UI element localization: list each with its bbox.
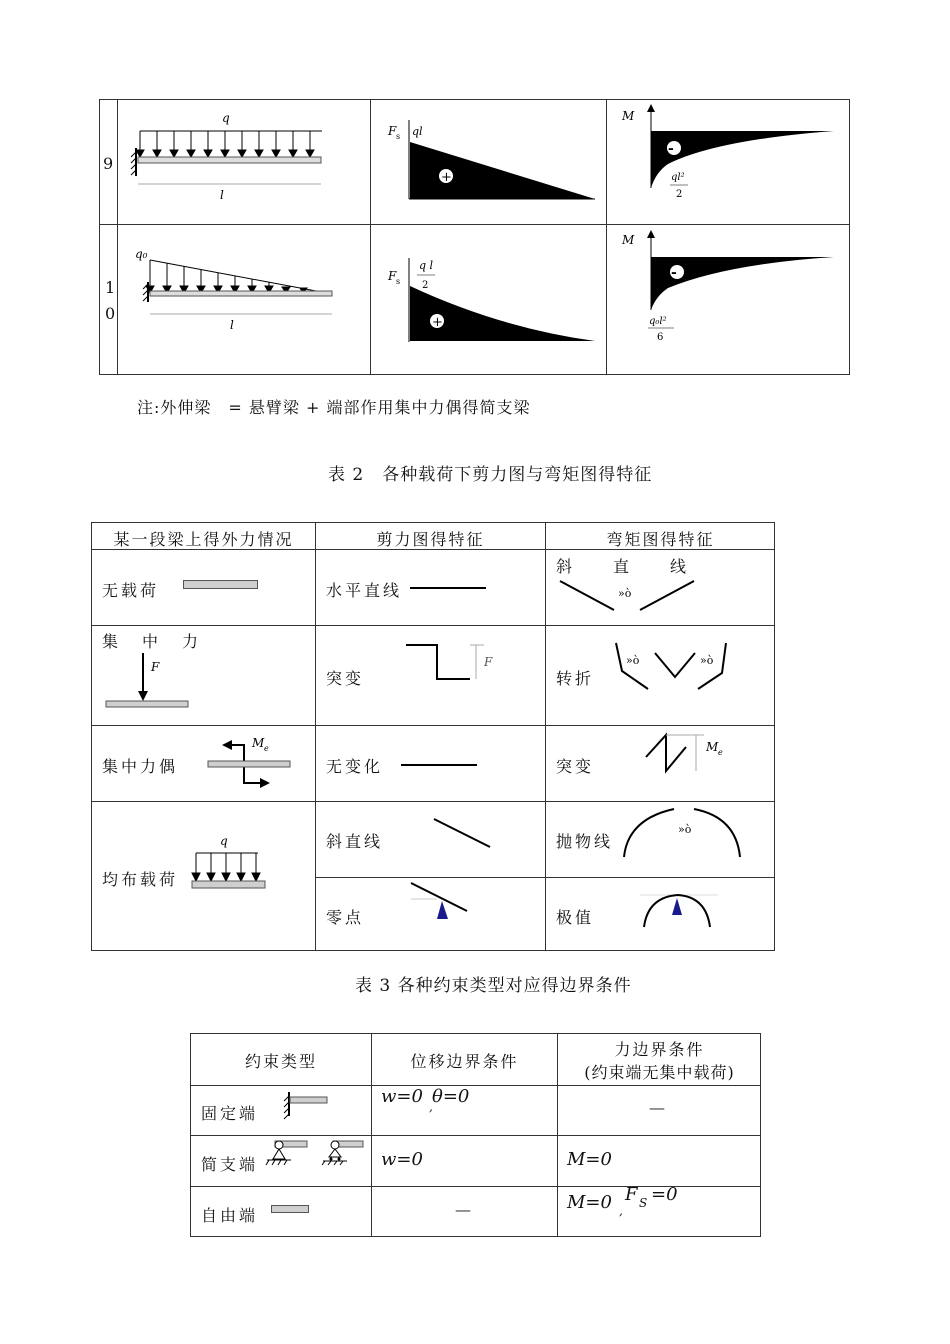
beam-icon [271, 1205, 309, 1213]
svg-text:s: s [396, 277, 401, 286]
shear-nochange-label: 无变化 [326, 757, 384, 776]
sloped-line-icon [430, 815, 500, 851]
free-force-fs-eq: =0 [651, 1184, 678, 1205]
moment-diagram [616, 102, 846, 220]
svg-text:-: - [671, 265, 677, 281]
svg-text:e: e [264, 744, 269, 753]
row-number-bottom: 0 [105, 304, 119, 323]
moment-jump-label: 突变 [556, 757, 595, 776]
parabola-icon [620, 805, 748, 861]
svg-text:»ò: »ò [700, 654, 714, 667]
load-point-label: 集 中 力 [102, 632, 203, 651]
svg-text:2: 2 [422, 280, 429, 291]
moment-jump-icon [642, 729, 742, 777]
table2-caption: 表 2 各种载荷下剪力图与弯矩图得特征 [328, 465, 653, 485]
free-force-fs: F [625, 1184, 638, 1205]
svg-text:6: 6 [657, 332, 664, 343]
span-label: l [220, 188, 224, 202]
svg-text:l: l [230, 318, 234, 332]
svg-text:q: q [220, 834, 228, 848]
svg-text:F: F [388, 124, 397, 138]
simple-disp: w=0 [381, 1149, 423, 1170]
svg-text:2: 2 [676, 189, 683, 200]
fixed-disp-w: w=0 [381, 1086, 423, 1107]
load-none-label: 无载荷 [102, 581, 160, 600]
shear-step-icon [404, 641, 504, 691]
header-displacement: 位移边界条件 [410, 1052, 519, 1071]
beam-icon [183, 580, 258, 589]
fixed-disp-comma: , [429, 1100, 433, 1114]
row-number-top: 1 [105, 278, 119, 297]
roller-support-icon [319, 1138, 365, 1166]
header-force-note: (约束端无集中载荷) [584, 1063, 735, 1082]
shear-horizontal-label: 水平直线 [326, 581, 403, 600]
svg-text:M: M [706, 740, 719, 754]
svg-text:M: M [252, 736, 265, 750]
shear-jump-label: 突变 [326, 669, 365, 688]
svg-text:ql: ql [412, 125, 423, 138]
kink-lines-icon [610, 639, 735, 694]
moment-sloped-label: 斜 直 线 [556, 557, 690, 576]
plus-sign: + [441, 170, 452, 185]
boundary-table [190, 1033, 761, 1237]
fixed-end-label: 固定端 [201, 1104, 259, 1123]
load-couple-label: 集中力偶 [102, 757, 179, 776]
free-disp-dash: — [455, 1200, 471, 1219]
svg-text:ql²: ql² [671, 172, 685, 183]
moment-diagram [616, 228, 846, 353]
moment-kink-label: 转折 [556, 669, 595, 688]
header-moment: 弯矩图得特征 [606, 530, 715, 549]
uniform-load-cantilever [130, 106, 360, 216]
svg-text:»ò: »ò [626, 654, 640, 667]
triangular-load-cantilever [130, 226, 360, 346]
header-constraint: 约束类型 [244, 1052, 317, 1071]
svg-text:e: e [718, 748, 723, 757]
svg-text:F: F [388, 269, 397, 283]
load-feature-table [91, 522, 775, 951]
simple-support-label: 简支端 [201, 1155, 259, 1174]
pin-support-icon [265, 1138, 311, 1166]
svg-text:q₀: q₀ [135, 247, 148, 261]
couple-icon [204, 731, 314, 791]
svg-text:M: M [622, 233, 635, 247]
beam-table [99, 99, 850, 375]
free-end-label: 自由端 [201, 1206, 259, 1225]
svg-text:M: M [622, 109, 635, 123]
free-force-fs-sub: S [639, 1196, 648, 1210]
header-load: 某一段梁上得外力情况 [113, 530, 294, 549]
free-force-m: M=0 [567, 1192, 612, 1213]
svg-text:+: + [432, 315, 443, 330]
svg-text:»ò: »ò [618, 587, 632, 600]
svg-text:s: s [396, 132, 401, 141]
table3-caption: 表 3 各种约束类型对应得边界条件 [355, 976, 632, 996]
load-uniform-label: 均布载荷 [102, 870, 179, 889]
extreme-icon [632, 883, 727, 933]
row-number: 9 [103, 154, 117, 173]
sloped-lines-icon [552, 573, 702, 618]
svg-text:F: F [484, 655, 493, 669]
moment-extreme-label: 极值 [556, 908, 595, 927]
zero-point-icon [407, 879, 487, 929]
moment-parabola-label: 抛物线 [556, 832, 614, 851]
svg-text:q₀l²: q₀l² [649, 316, 667, 327]
uniform-load-icon [188, 833, 278, 895]
fixed-support-icon [283, 1088, 331, 1122]
svg-text:q l: q l [419, 259, 434, 272]
horizontal-line-icon [401, 764, 477, 766]
simple-force: M=0 [567, 1149, 612, 1170]
free-force-comma: , [619, 1204, 623, 1218]
shear-diagram [380, 104, 600, 220]
fixed-disp-theta: θ=0 [432, 1086, 470, 1107]
shear-sloped-label: 斜直线 [326, 832, 384, 851]
svg-text:»ò: »ò [678, 823, 692, 836]
svg-text:F: F [151, 660, 160, 674]
point-force-icon [102, 651, 202, 711]
fixed-force-dash: — [649, 1098, 665, 1117]
header-force: 力边界条件 [614, 1040, 705, 1059]
table-note: 注:外伸梁 = 悬臂梁 + 端部作用集中力偶得简支梁 [137, 398, 531, 417]
shear-zero-label: 零点 [326, 908, 365, 927]
minus-sign: - [668, 141, 674, 157]
horizontal-line-icon [410, 587, 486, 589]
header-shear: 剪力图得特征 [376, 530, 485, 549]
load-label: q [222, 111, 230, 125]
shear-diagram [380, 228, 600, 348]
